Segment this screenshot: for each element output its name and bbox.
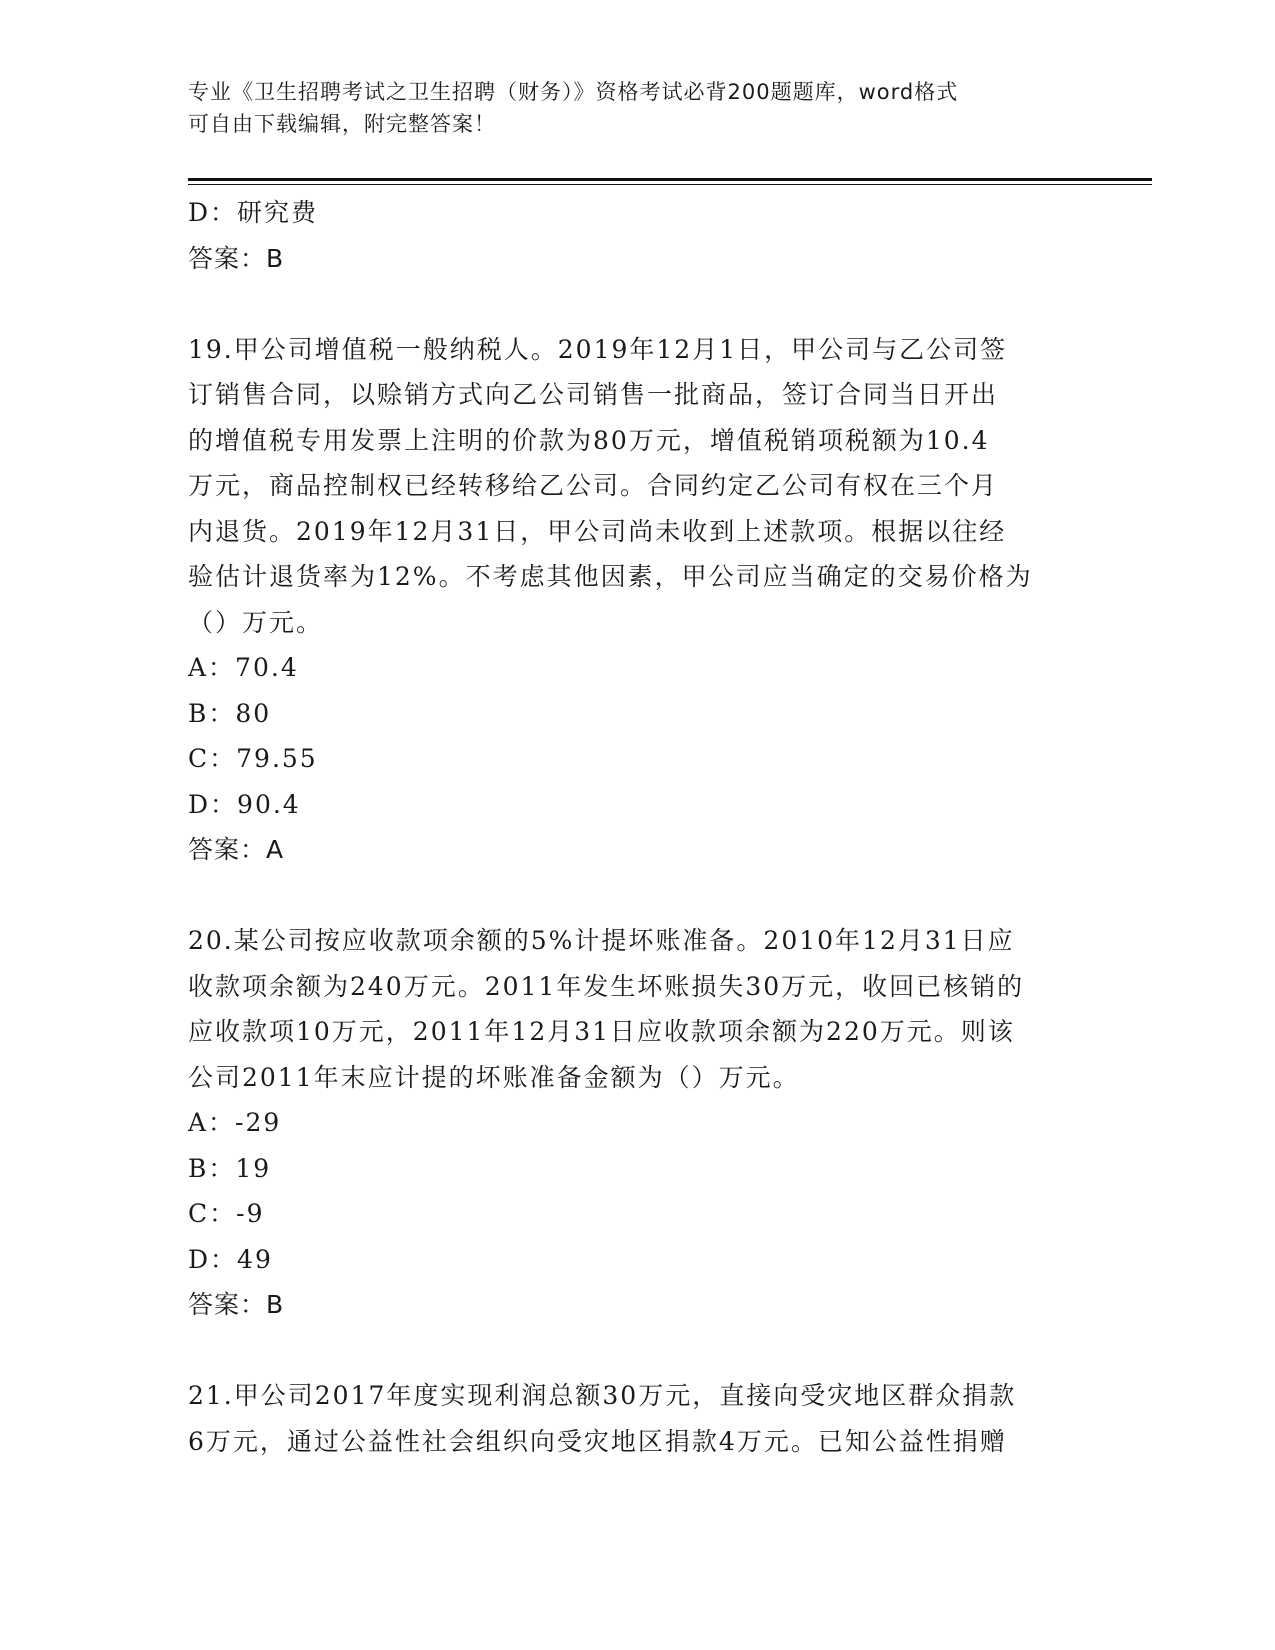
q19-option-a: A：70.4 (188, 653, 299, 682)
q19-option-d: D：90.4 (188, 789, 301, 819)
q19-stem-line: 验估计退货率为12%。不考虑其他因素，甲公司应当确定的交易价格为 (188, 562, 1033, 591)
q20-option-d: D：49 (188, 1244, 273, 1274)
spacer (188, 873, 1088, 919)
q20-stem-line: 收款项余额为240万元。2011年发生坏账损失30万元，收回已核销的 (188, 971, 1025, 1001)
header-line-1: 专业《卫生招聘考试之卫生招聘（财务）》资格考试必背200题题库，word格式 (188, 80, 959, 104)
question-20 (188, 918, 1088, 1328)
q20-option-b: B：19 (188, 1153, 272, 1183)
question-content (188, 190, 1088, 1464)
prev-option-d: D：研究费 (188, 198, 319, 227)
q19-stem-line: 的增值税专用发票上注明的价款为80万元，增值税销项税额为10.4 (188, 425, 990, 455)
q19-stem-line: 万元，商品控制权已经转移给乙公司。合同约定乙公司有权在三个月 (188, 471, 999, 500)
q21-stem-line: 21.甲公司2017年度实现利润总额30万元，直接向受灾地区群众捐款 (188, 1381, 1017, 1410)
spacer (188, 1328, 1088, 1374)
question-19 (188, 327, 1088, 873)
q19-answer: 答案：A (188, 835, 285, 864)
prev-answer: 答案：B (188, 243, 285, 273)
q19-option-b: B：80 (188, 698, 272, 728)
q19-stem-line: 订销售合同，以赊销方式向乙公司销售一批商品，签订合同当日开出 (188, 380, 999, 409)
header-rule-thick (188, 178, 1152, 181)
header-rule-thin (188, 184, 1152, 185)
q20-option-a: A：-29 (188, 1108, 282, 1137)
q19-stem-line: 19.甲公司增值税一般纳税人。2019年12月1日，甲公司与乙公司签 (188, 334, 1008, 364)
q21-stem-line: 6万元，通过公益性社会组织向受灾地区捐款4万元。已知公益性捐赠 (188, 1426, 1007, 1456)
q20-stem-line: 应收款项10万元，2011年12月31日应收款项余额为220万元。则该 (188, 1017, 1015, 1046)
header-line-2: 可自由下载编辑，附完整答案！ (188, 112, 496, 136)
q19-stem-line: （）万元。 (188, 607, 324, 637)
q19-stem-line: 内退货。2019年12月31日，甲公司尚未收到上述款项。根据以往经 (188, 516, 1007, 546)
q20-answer: 答案：B (188, 1290, 285, 1319)
spacer (188, 281, 1088, 327)
document-header (188, 76, 1068, 140)
q20-stem-line: 公司2011年末应计提的坏账准备金额为（）万元。 (188, 1062, 800, 1092)
question-21 (188, 1373, 1088, 1464)
q20-option-c: C：-9 (188, 1199, 265, 1228)
q19-option-c: C：79.55 (188, 744, 318, 773)
q20-stem-line: 20.某公司按应收款项余额的5%计提坏账准备。2010年12月31日应 (188, 926, 1015, 955)
